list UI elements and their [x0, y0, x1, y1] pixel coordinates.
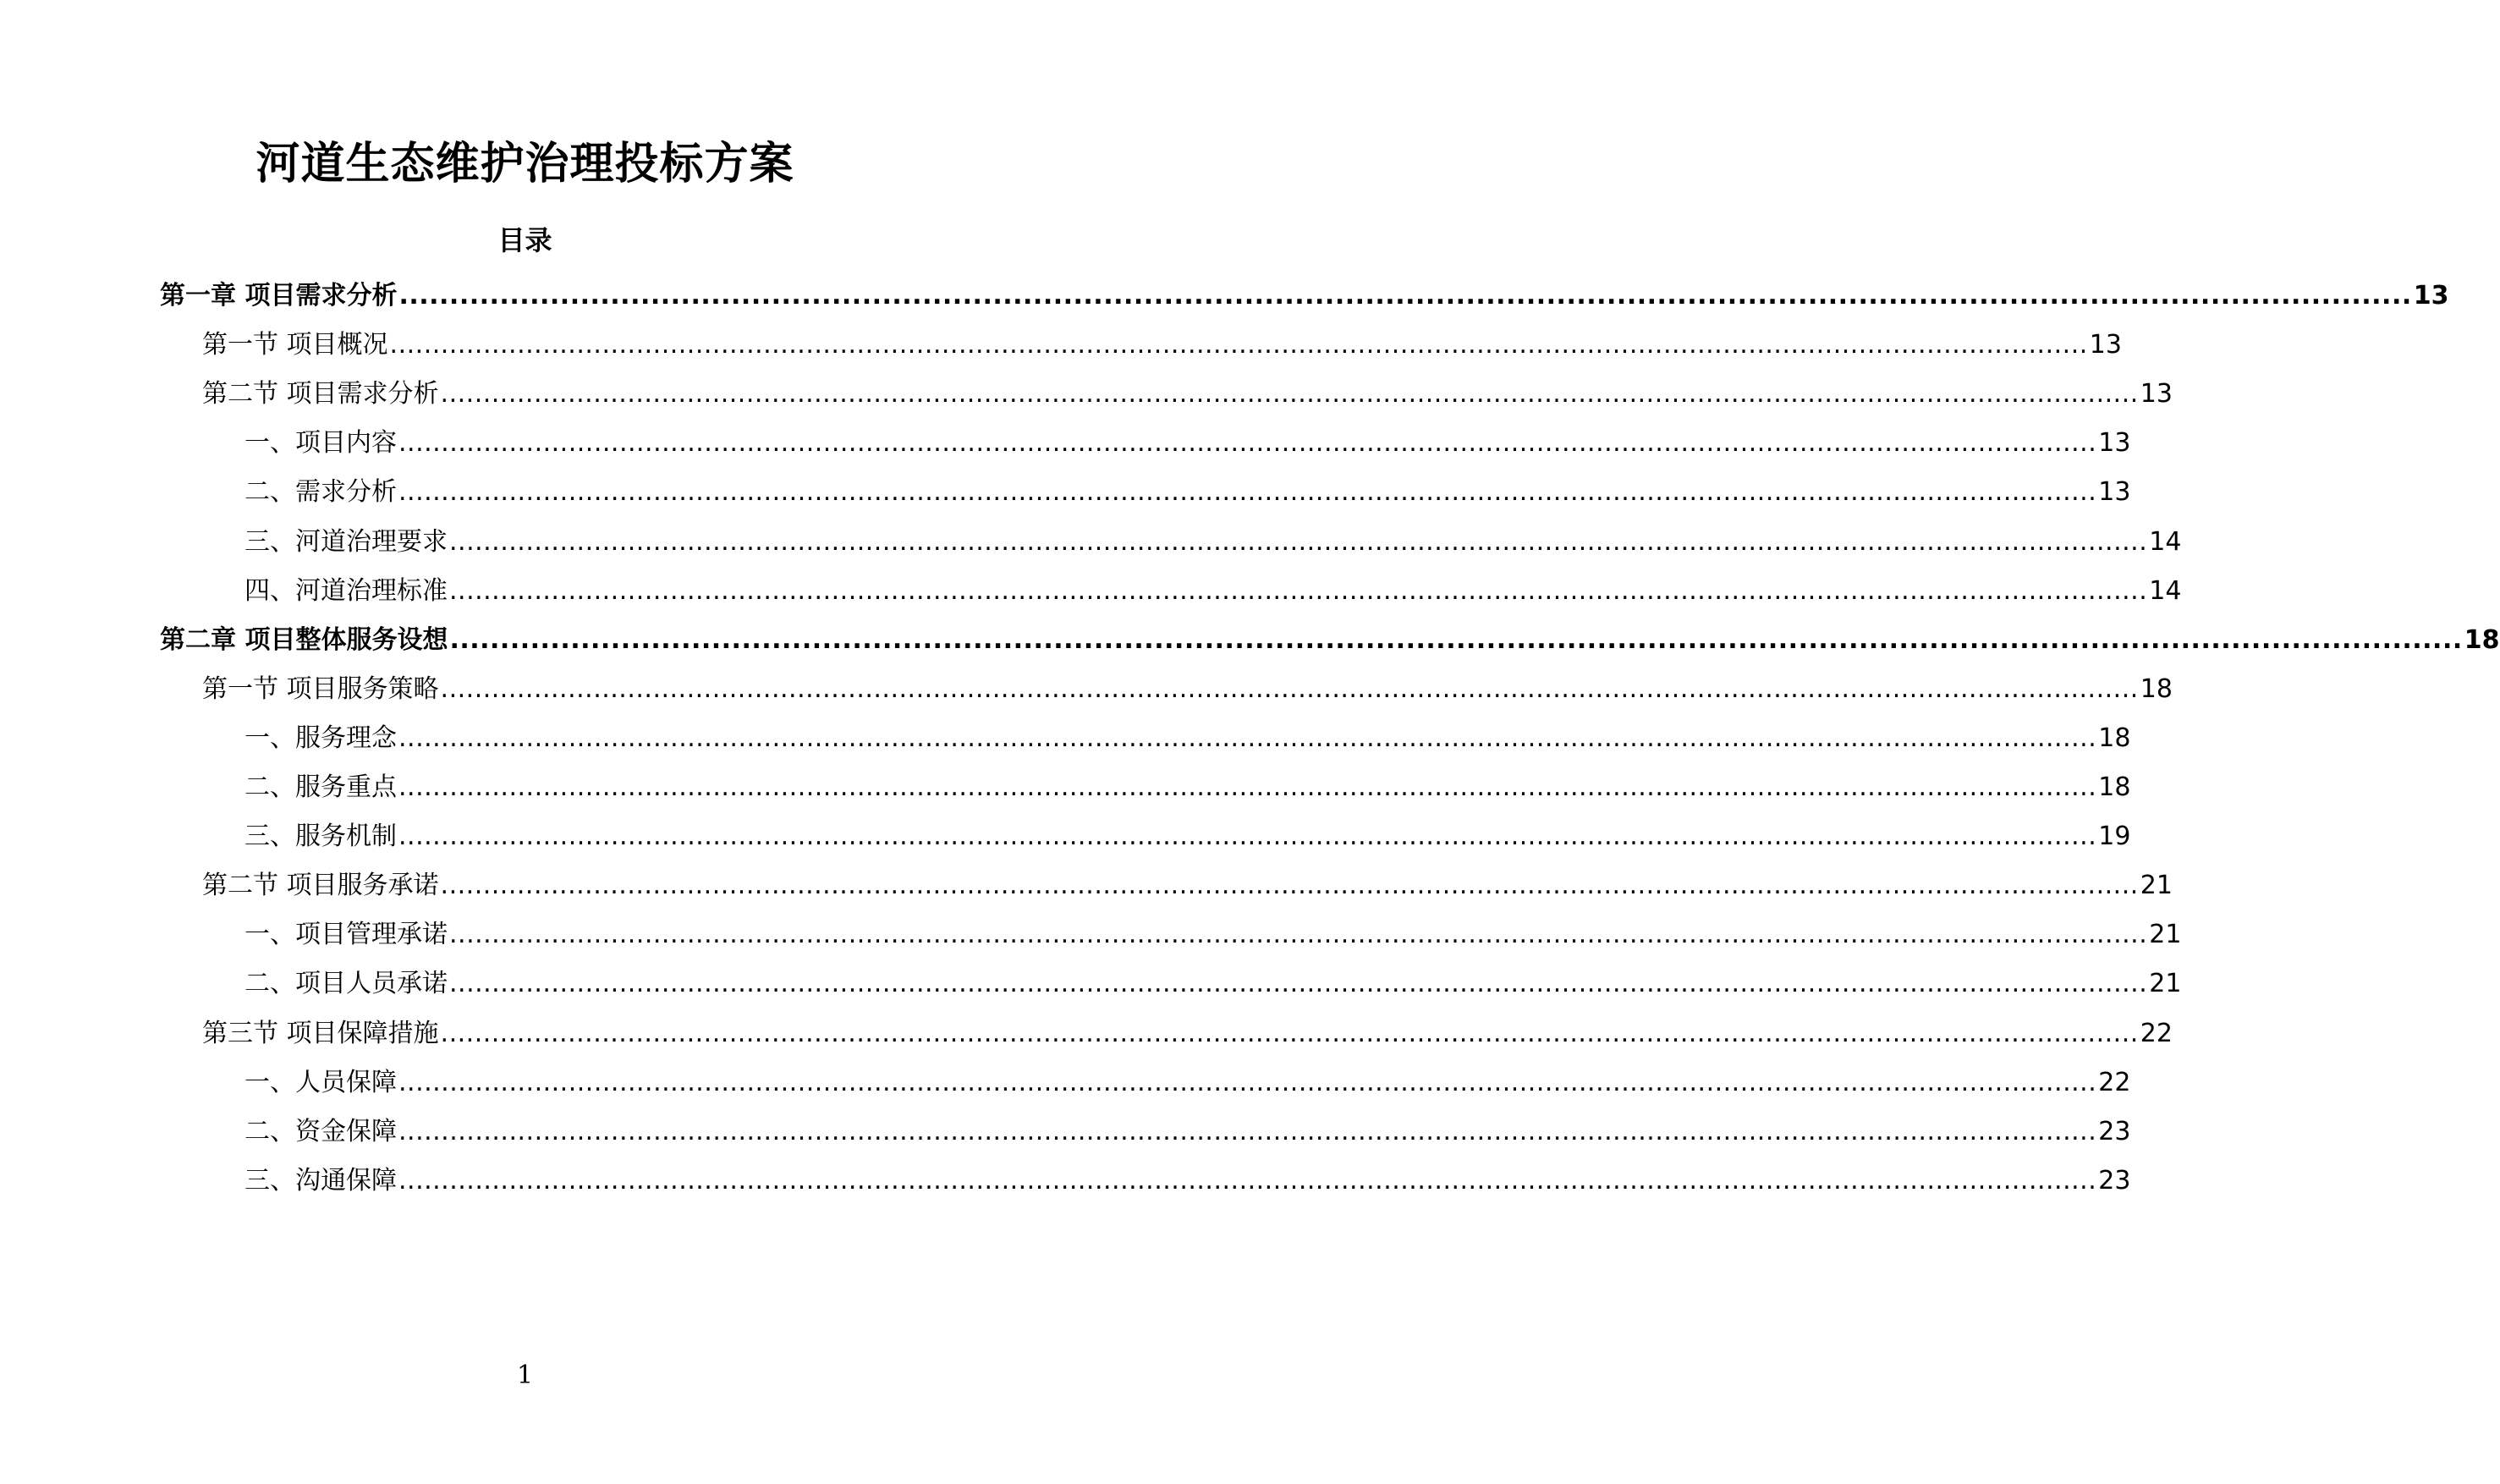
toc-entry-page: 18 — [2140, 673, 2173, 704]
toc-entry-title: 二、资金保障 — [245, 1116, 397, 1146]
toc-entry[interactable] — [245, 959, 2182, 1009]
toc-entry[interactable] — [245, 518, 2182, 567]
toc-entry-page: 13 — [2089, 330, 2122, 360]
toc-dot-leader: ........................................................................................................................................................................................................ — [398, 1067, 2097, 1097]
toc-entry-page: 13 — [2098, 477, 2131, 508]
toc-entry-title: 三、服务机制 — [245, 822, 397, 852]
toc-entry[interactable] — [245, 714, 2131, 763]
toc-entry-page: 18 — [2464, 624, 2500, 655]
toc-entry-title: 一、服务理念 — [245, 723, 397, 753]
toc-dot-leader: ........................................................................................................................................................................................................ — [440, 673, 2139, 704]
toc-dot-leader: ........................................................................................................................................................................................................ — [398, 723, 2097, 753]
toc-entry[interactable] — [202, 665, 2173, 714]
toc-dot-leader: ........................................................................................................................................................................................................ — [398, 1116, 2097, 1146]
toc-entry[interactable] — [245, 1058, 2131, 1108]
toc-entry-title: 一、人员保障 — [245, 1067, 397, 1097]
toc-dot-leader: ........................................................................................................................................................................................................ — [449, 969, 2148, 999]
toc-dot-leader: ........................................................................................................................................................................................................ — [398, 822, 2097, 852]
toc-entry-page: 21 — [2149, 969, 2182, 999]
toc-entry-page: 13 — [2413, 281, 2449, 311]
toc-entry-page: 18 — [2098, 772, 2131, 802]
toc-entry-page: 22 — [2140, 1018, 2173, 1048]
toc-entry[interactable] — [245, 419, 2131, 468]
toc-entry-title: 四、河道治理标准 — [245, 575, 448, 606]
toc-entry-page: 13 — [2098, 428, 2131, 459]
toc-heading: 目录 — [497, 224, 552, 256]
toc-dot-leader: ........................................................................................................................................................................................................ — [440, 1018, 2139, 1048]
toc-entry[interactable] — [245, 1157, 2131, 1206]
toc-entry[interactable] — [245, 468, 2131, 517]
toc-dot-leader: ........................................................................................................................................................................................................ — [398, 477, 2097, 508]
toc-dot-leader: ........................................................................................................................................................................................................ — [440, 379, 2139, 409]
toc-entry[interactable] — [160, 272, 2449, 321]
toc-entry-page: 21 — [2140, 871, 2173, 901]
toc-entry-page: 22 — [2098, 1067, 2131, 1097]
toc-entry-page: 19 — [2098, 822, 2131, 852]
toc-dot-leader: ........................................................................................................................................................................................................ — [398, 772, 2097, 802]
toc-entry[interactable] — [202, 370, 2173, 419]
toc-entry[interactable] — [202, 861, 2173, 910]
toc-entry-title: 第三节 项目保障措施 — [202, 1018, 439, 1048]
toc-entry-page: 21 — [2149, 920, 2182, 950]
toc-dot-leader: ........................................................................................................................................................................................................ — [398, 428, 2097, 459]
toc-entry[interactable] — [245, 910, 2182, 959]
toc-entry-title: 二、需求分析 — [245, 477, 397, 508]
toc-entry-title: 第二章 项目整体服务设想 — [160, 624, 448, 655]
toc-dot-leader: ........................................................................................................................................................................................................ — [398, 1165, 2097, 1195]
toc-entry[interactable] — [245, 1108, 2131, 1157]
toc-dot-leader: ........................................................................................................................................................................................................ — [440, 871, 2139, 901]
toc-dot-leader: ........................................................................................................................................................................................................ — [449, 526, 2148, 557]
toc-entry-title: 第二节 项目需求分析 — [202, 379, 439, 409]
toc-entry-title: 一、项目内容 — [245, 428, 397, 459]
toc-entry[interactable] — [202, 321, 2122, 370]
toc-entry-title: 第一节 项目服务策略 — [202, 673, 439, 704]
toc-entry-page: 14 — [2149, 526, 2182, 557]
toc-entry-title: 二、服务重点 — [245, 772, 397, 802]
document-title: 河道生态维护治理投标方案 — [255, 139, 794, 190]
toc-entry-page: 13 — [2140, 379, 2173, 409]
toc-entry-title: 第一节 项目概况 — [202, 330, 388, 360]
toc-entry-page: 23 — [2098, 1116, 2131, 1146]
toc-dot-leader: ........................................................................................................................................................................................................ — [398, 281, 2412, 311]
toc-entry[interactable] — [245, 567, 2182, 616]
toc-entry[interactable] — [245, 763, 2131, 812]
toc-entry-title: 三、沟通保障 — [245, 1165, 397, 1195]
toc-dot-leader: ........................................................................................................................................................................................................ — [449, 920, 2148, 950]
toc-entry-title: 第一章 项目需求分析 — [160, 281, 398, 311]
toc-entry-title: 三、河道治理要求 — [245, 526, 448, 557]
toc-entry-title: 第二节 项目服务承诺 — [202, 871, 439, 901]
toc-dot-leader: ........................................................................................................................................................................................................ — [449, 575, 2148, 606]
toc-entry-page: 18 — [2098, 723, 2131, 753]
toc-entry[interactable] — [160, 616, 2500, 665]
toc-dot-leader: ........................................................................................................................................................................................................ — [389, 330, 2088, 360]
toc-entry-title: 一、项目管理承诺 — [245, 920, 448, 950]
toc-dot-leader: ........................................................................................................................................................................................................ — [449, 624, 2463, 655]
toc-entry-page: 23 — [2098, 1165, 2131, 1195]
toc-entry-title: 二、项目人员承诺 — [245, 969, 448, 999]
toc-entry[interactable] — [245, 812, 2131, 861]
toc-entry-page: 14 — [2149, 575, 2182, 606]
page-number: 1 — [516, 1360, 534, 1390]
toc-entry[interactable] — [202, 1009, 2173, 1058]
